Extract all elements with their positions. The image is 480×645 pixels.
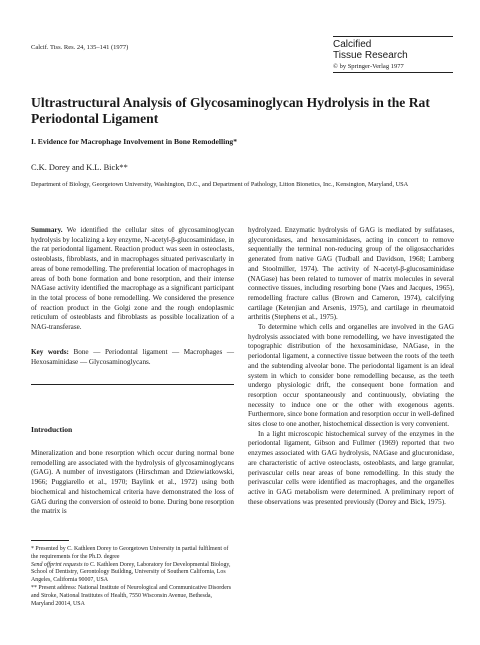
article-title: Ultrastructural Analysis of Glycosaminoglycan Hydrolysis in the Rat Periodontal Ligament xyxy=(31,95,430,126)
journal-top-rule xyxy=(333,36,453,37)
keywords-label: Key words: xyxy=(31,348,69,356)
journal-bottom-rule xyxy=(333,72,453,73)
introduction-paragraph xyxy=(31,449,234,517)
right-paragraph-3: In a light microscopic histochemical survey of the enzymes in the periodontal ligament, Gibson and Fullmer (1969) reported that two enzymes associated with GAG hydrolysis, NAGase and glucuronidase, are characteristic of active osteoclasts, osteoblasts, and large granular, perivascular cells near areas of bone remodelling. In this study the perivascular cells were identified as macrophages, and the organelles active in GAG metabolism were determined. A preliminary report of these observations was presented previously (Dorey and Bick, 1975). xyxy=(248,429,454,506)
footnote-rule xyxy=(31,540,69,541)
introduction-heading: Introduction xyxy=(31,425,73,434)
article-subtitle: I. Evidence for Macrophage Involvement in Bone Remodelling* xyxy=(31,137,238,146)
section-rule xyxy=(31,384,234,385)
publisher-line: © by Springer-Verlag 1977 xyxy=(333,63,404,70)
summary-paragraph xyxy=(31,226,234,333)
footnote-2: ** Present address: National Institute of Neurological and Communicative Disorders and Stroke, National Institutes of Health, 7550 Wisconsin Avenue, Bethesda, Maryland 20014, USA xyxy=(31,584,232,607)
keywords-text: Bone — Periodontal ligament — Macrophages — Hexosaminidase — Glycosaminoglycans. xyxy=(31,348,234,366)
keywords-paragraph xyxy=(31,348,234,367)
right-paragraph-1: hydrolyzed. Enzymatic hydrolysis of GAG is mediated by sulfatases, glycuronidases, and hexosaminidases, acting in concert to remove sequentially the terminal non-reducing group of the oligosaccharides generated from native GAG (Tudball and Davidson, 1968; Lamberg and Stoolmiller, 1974). The activity of N-acetyl-β-glucosaminidase (NAGase) has been related to turnover of matrix molecules in several connective tissues, including resorbing bone (Vaes and Jacques, 1965), remodelling fracture callus (Brown and Cameron, 1974), calcifying cartilage (Ketenjian and Arsenis, 1975), and cartilage in rheumatoid arthritis (Stephens et al., 1975). xyxy=(248,226,454,322)
right-paragraph-2: To determine which cells and organelles are involved in the GAG hydrolysis associated with bone remodelling, we have investigated the topographic distribution of the hexosaminidase, NAGase, in the periodontal ligament, a connective tissue between the roots of the teeth and the subtending alveolar bone. The periodontal ligament is an ideal system in which to consider bone remodelling because, as the teeth undergo physiologic drift, the consequent bone formation and resorption occur spontaneously and continuously, obviating the necessity to induce one or the other with exogenous agents. Furthermore, since bone formation and resorption occur in well-defined sites close to one another, histochemical dissection is very convenient. xyxy=(248,323,454,429)
authors: C.K. Dorey and K.L. Bick** xyxy=(31,163,128,172)
affiliation: Department of Biology, Georgetown University, Washington, D.C., and Department of Pathology, Litton Bionetics, Inc., Kensington, Maryland, USA xyxy=(31,181,409,188)
summary-label: Summary. xyxy=(31,226,63,234)
journal-name xyxy=(333,39,453,61)
offprint-label: Send offprint requests to xyxy=(31,561,89,568)
journal-box xyxy=(333,36,453,73)
journal-name-line1: Calcified xyxy=(333,39,372,50)
footnotes xyxy=(31,546,234,608)
journal-citation: Calcif. Tiss. Res. 24, 135–141 (1977) xyxy=(31,44,129,51)
offprint-text: C. Kathleen Dorey, Laboratory for Developmental Biology, School of Dentistry, Gerontology Building, University of Southern California, Los Angeles, California 90007, USA xyxy=(31,561,231,584)
journal-name-line2: Tissue Research xyxy=(333,50,408,61)
right-column xyxy=(248,226,454,507)
summary-text: We identified the cellular sites of glycosaminoglycan hydrolysis by localizing a key enzyme, N-acetyl-β-glucosaminidase, in the rat periodontal ligament. Reaction product was seen in osteoclasts, osteoblasts, fibroblasts, and in macrophages situated perivascularly in areas of bone remodelling. The preferential location of macrophages in areas of both bone formation and bone resorption, and their intense NAGase activity identified the macrophage as a significant participant in the total process of bone remodelling. We considered the presence of reaction product in the Golgi zone and the rough endoplasmic reticulum of osteoblasts and fibroblasts as possible localization of a NAG-transferase. xyxy=(31,226,235,332)
footnote-1: * Presented by C. Kathleen Dorey to Georgetown University in partial fulfilment of the requirements for the Ph.D. degree xyxy=(31,546,229,560)
introduction-text: Mineralization and bone resorption which occur during normal bone remodelling are associated with the hydrolysis of glycosaminoglycans (GAG). A number of investigators (Hirschman and Dziewiatkowski, 1966; Puggiarello et al., 1970; Baylink et al., 1972) using both biochemical and histochemical criteria have demonstrated the loss of GAG during the conversion of osteoid to bone. During bone resorption the matrix is xyxy=(31,449,234,516)
footnote-offprint xyxy=(31,562,234,585)
